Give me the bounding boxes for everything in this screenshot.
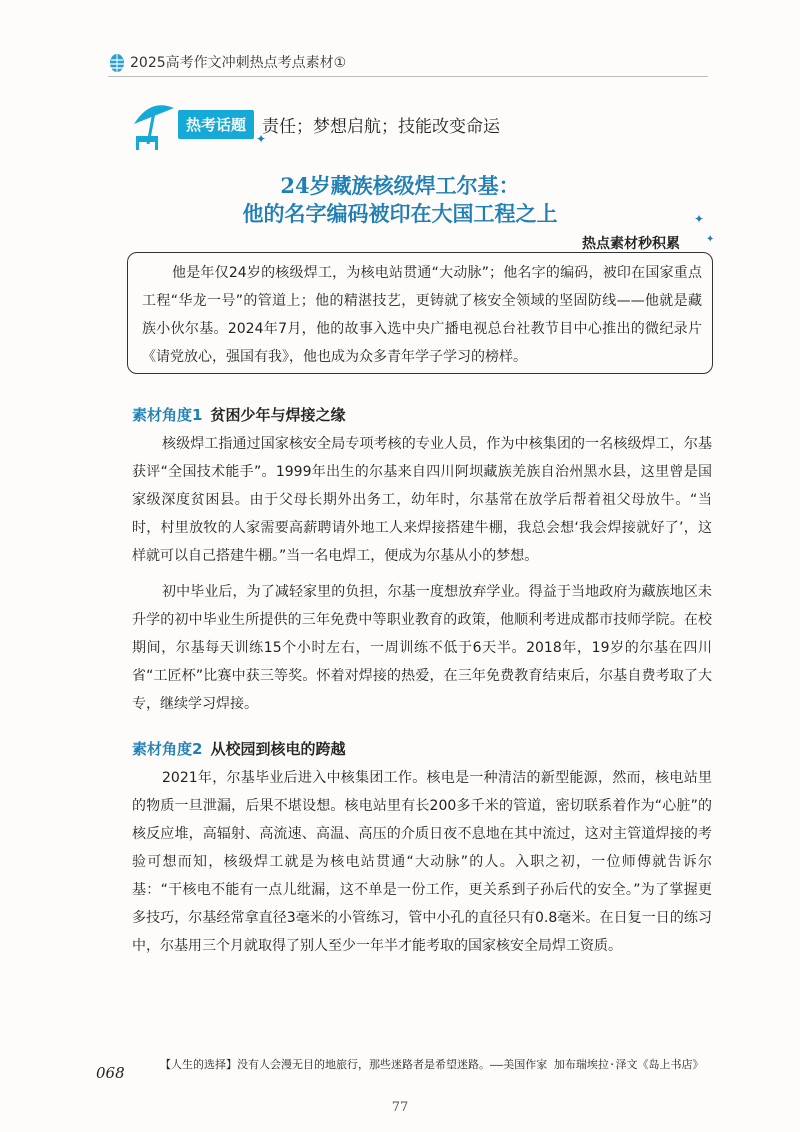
section1-label: 素材角度1 (132, 406, 203, 424)
section2-title: 从校园到核电的跨越 (210, 740, 346, 758)
article-title-line1: 24岁藏族核级焊工尔基： (280, 173, 520, 198)
topic-keywords: 责任；梦想启航；技能改变命运 (262, 117, 500, 137)
sparkle-icon: ✦ (706, 234, 715, 245)
running-header (108, 50, 346, 74)
section1-paragraph1: 核级焊工指通过国家核安全局专项考核的专业人员，作为中核集团的一名核级焊工，尔基获评“全国技术能手”。1999年出生的尔基来自四川阿坝藏族羌族自治州黑水县，这里曾是国家级深度贫困县。由于父母长期外出务工，幼年时，尔基常在放学后帮着祖父母放牛。“当时，村里放牧的人家需要高薪聘请外地工人来焊接搭建牛棚，我总会想‘我会焊接就好了’，这样就可以自己搭建牛棚。”当一名电焊工，便成为尔基从小的梦想。 (132, 436, 712, 564)
subtitle: 热点素材秒积累 (582, 236, 680, 252)
sparkle-icon: ✦ (256, 132, 267, 146)
article-title-line2: 他的名字编码被印在大国工程之上 (242, 201, 558, 226)
page-badge: 068 (96, 1064, 125, 1082)
section1-paragraph2: 初中毕业后，为了减轻家里的负担，尔基一度想放弃学业。得益于当地政府为藏族地区未升学的初中毕业生所提供的三年免费中等职业教育的政策，他顺利考进成都市技师学院。在校期间，尔基每天训练15个小时左右，一周训练不低于6天半。2018年，19岁的尔基在四川省“工匠杯”比赛中获三等奖。怀着对焊接的热爱，在三年免费教育结束后，尔基自费考取了大专，继续学习焊接。 (132, 584, 712, 712)
hot-topic-tag: 热考话题 (178, 110, 254, 139)
section2-heading (132, 738, 345, 759)
running-header-title: 2025高考作文冲刺热点考点素材① (130, 55, 347, 71)
section2-label: 素材角度2 (132, 740, 203, 758)
section1-title: 贫困少年与焊接之缘 (210, 406, 346, 424)
section1-heading (132, 404, 345, 425)
page-number: 77 (391, 1100, 409, 1115)
summary-text: 他是年仅24岁的核级焊工，为核电站贯通“大动脉”；他名字的编码，被印在国家重点工程“华龙一号”的管道上；他的精湛技艺，更铸就了核安全领域的坚固防线——他就是藏族小伙尔基。2024年7月，他的故事入选中央广播电视总台社教节目中心推出的微纪录片《请党放心，强国有我》，他也成为众多青年学子学习的榜样。 (142, 265, 702, 365)
topic-banner (130, 94, 690, 152)
section2-paragraph1: 2021年，尔基毕业后进入中核集团工作。核电是一种清洁的新型能源，然而，核电站里的物质一旦泄漏，后果不堪设想。核电站里有长200多千米的管道，密切联系着作为“心脏”的核反应堆，高辐射、高流速、高温、高压的介质日夜不息地在其中流过，这对主管道焊接的考验可想而知，核级焊工就是为核电站贯通“大动脉”的人。入职之初，一位师傅就告诉尔基：“干核电不能有一点儿纰漏，这不单是一份工作，更关系到子孙后代的安全。”为了掌握更多技巧，尔基经常拿直径3毫米的小管练习，管中小孔的直径只有0.8毫米。在日复一日的练习中，尔基用三个月就取得了别人至少一年半才能考取的国家核安全局焊工资质。 (132, 770, 712, 954)
summary-box (127, 252, 713, 374)
header-divider (108, 76, 708, 77)
footer-quote: 【人生的选择】没有人会漫无目的地旅行，那些迷路者是希望迷路。——美国作家 加布瑞埃拉·泽文《岛上书店》 (160, 1058, 704, 1071)
pinecone-logo-icon (108, 51, 126, 73)
sparkle-icon: ✦ (694, 212, 705, 226)
